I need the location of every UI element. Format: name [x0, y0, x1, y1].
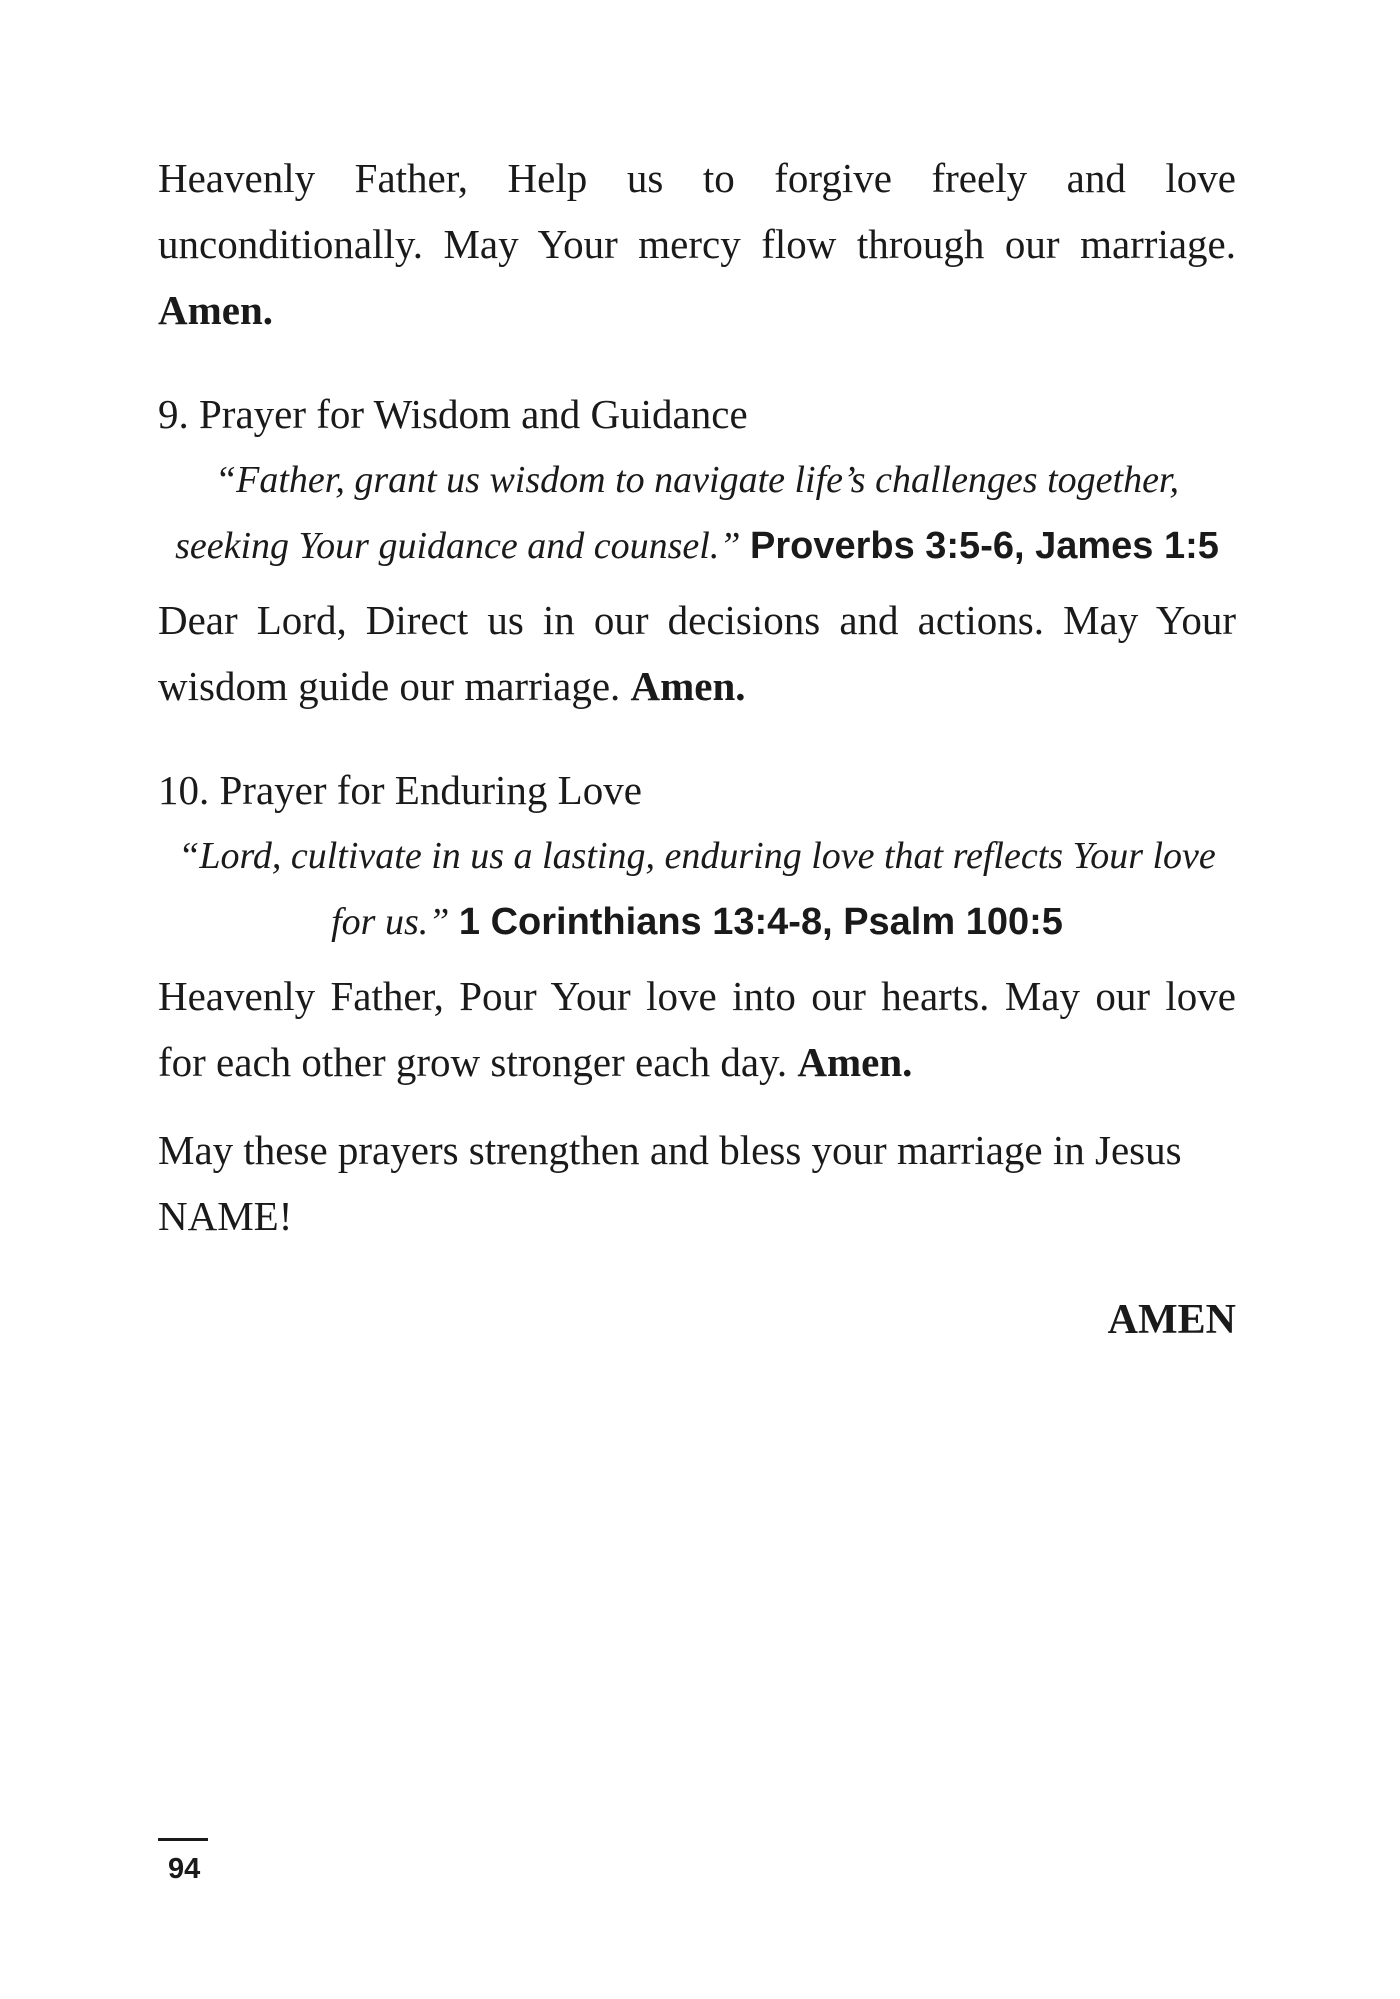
- section-10-prayer-text: Heavenly Father, Pour Your love into our hearts. May our love for each other grow stronger each day.: [158, 973, 1236, 1085]
- section-9-quote: [158, 447, 1236, 579]
- section-9-amen: Amen.: [630, 663, 746, 709]
- intro-prayer: [158, 145, 1236, 343]
- section-9-prayer-text: Dear Lord, Direct us in our decisions and actions. May Your wisdom guide our marriage.: [158, 597, 1236, 709]
- section-9-reference: Proverbs 3:5-6, James 1:5: [749, 525, 1219, 567]
- section-10-reference: 1 Corinthians 13:4-8, Psalm 100:5: [458, 901, 1063, 943]
- page-content: [158, 145, 1236, 1353]
- section-10-prayer: [158, 963, 1236, 1095]
- section-9-prayer: [158, 587, 1236, 719]
- section-10-quote-text: “Lord, cultivate in us a lasting, enduring love that reflects Your love for us.”: [178, 835, 1216, 943]
- page-footer: [158, 1838, 208, 1887]
- intro-prayer-text: Heavenly Father, Help us to forgive freely and love unconditionally. May Your mercy flow through our marriage.: [158, 155, 1236, 267]
- section-10-heading: 10. Prayer for Enduring Love: [158, 767, 642, 813]
- section-10-amen: Amen.: [797, 1039, 913, 1085]
- section-9-quote-text: “Father, grant us wisdom to navigate life’s challenges together, seeking Your guidance and counsel.”: [175, 459, 1180, 567]
- intro-prayer-amen: Amen.: [158, 287, 274, 333]
- section-10-quote: [158, 823, 1236, 955]
- section-9-heading: 9. Prayer for Wisdom and Guidance: [158, 391, 748, 437]
- page-number-rule: [158, 1838, 208, 1841]
- page-number: 94: [168, 1853, 201, 1885]
- final-amen: AMEN: [1107, 1297, 1236, 1343]
- closing-blessing: May these prayers strengthen and bless your marriage in Jesus NAME!: [158, 1127, 1182, 1239]
